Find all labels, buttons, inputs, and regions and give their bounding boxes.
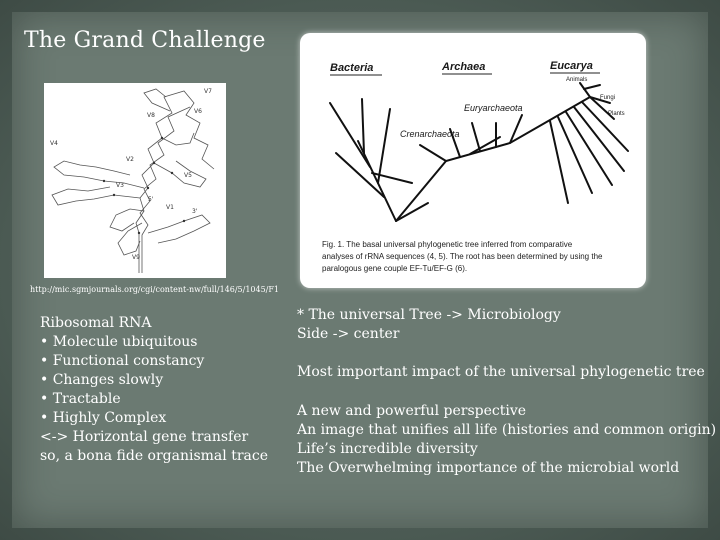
rrna-label-v4: V4 <box>50 140 58 147</box>
rrna-structure-figure <box>44 83 226 278</box>
tree-label-eucarya: Eucarya <box>550 60 593 72</box>
phylogenetic-tree-figure <box>300 33 646 288</box>
list-item: • Molecule ubiquitous <box>40 334 198 350</box>
rrna-label-v2: V2 <box>126 156 134 163</box>
list-item: • Tractable <box>40 391 121 407</box>
tree-label-crenarchaeota: Crenarchaeota <box>400 129 460 139</box>
tree-label-bacteria: Bacteria <box>330 62 374 74</box>
list-item: Ribosomal RNA <box>40 315 152 331</box>
list-item: • Changes slowly <box>40 372 164 388</box>
list-item: • Functional constancy <box>40 353 205 369</box>
impact-point <box>297 363 705 382</box>
tree-label-archaea: Archaea <box>442 61 486 73</box>
slide-title: The Grand Challenge <box>24 28 266 53</box>
tree-label-euryarchaeota: Euryarchaeota <box>464 103 523 113</box>
rrna-label-v8: V8 <box>147 112 155 119</box>
tree-caption-line-2: analyses of rRNA sequences (4, 5). The root has been determined by using the <box>322 252 603 261</box>
tree-caption-line-3: paralogous gene couple EF-Tu/EF-G (6). <box>322 264 468 273</box>
rrna-label-5-prime: 5' <box>148 196 154 203</box>
tree-label-animals: Animals <box>566 77 588 83</box>
tree-label-fungi: Fungi <box>600 95 616 101</box>
point-line: Most important impact of the universal phylogenetic tree <box>297 364 705 380</box>
list-item: so, a bona fide organismal trace <box>40 448 268 464</box>
rrna-label-v9: V9 <box>132 254 140 261</box>
point-line: * The universal Tree -> Microbiology <box>297 307 561 323</box>
list-item: • Highly Complex <box>40 410 167 426</box>
list-item: <-> Horizontal gene transfer <box>40 429 249 445</box>
tree-label-plants: Plants <box>608 111 625 117</box>
rrna-label-v5: V5 <box>184 172 192 179</box>
source-url[interactable]: http://mic.sgmjournals.org/cgi/content-nw/full/146/5/1045/F1 <box>30 285 280 294</box>
rrna-label-3-prime: 3' <box>192 208 198 215</box>
perspective-points <box>297 402 716 478</box>
tree-caption-line-1: Fig. 1. The basal universal phylogenetic tree inferred from comparative <box>322 240 573 249</box>
rrna-label-v3: V3 <box>116 182 124 189</box>
point-line: A new and powerful perspective <box>297 403 527 419</box>
point-line: An image that unifies all life (histories and common origin) <box>297 422 717 438</box>
rrna-structure-diagram <box>44 83 226 278</box>
point-line: Life’s incredible diversity <box>297 441 478 457</box>
rrna-label-v6: V6 <box>194 108 202 115</box>
universal-tree-diagram <box>300 33 646 288</box>
rrna-label-v7: V7 <box>204 88 212 95</box>
point-line: Side -> center <box>297 326 400 342</box>
rrna-label-v1: V1 <box>166 204 174 211</box>
rrna-properties-list <box>40 314 268 466</box>
point-line: The Overwhelming importance of the microbial world <box>297 460 680 476</box>
universal-tree-point <box>297 306 561 344</box>
